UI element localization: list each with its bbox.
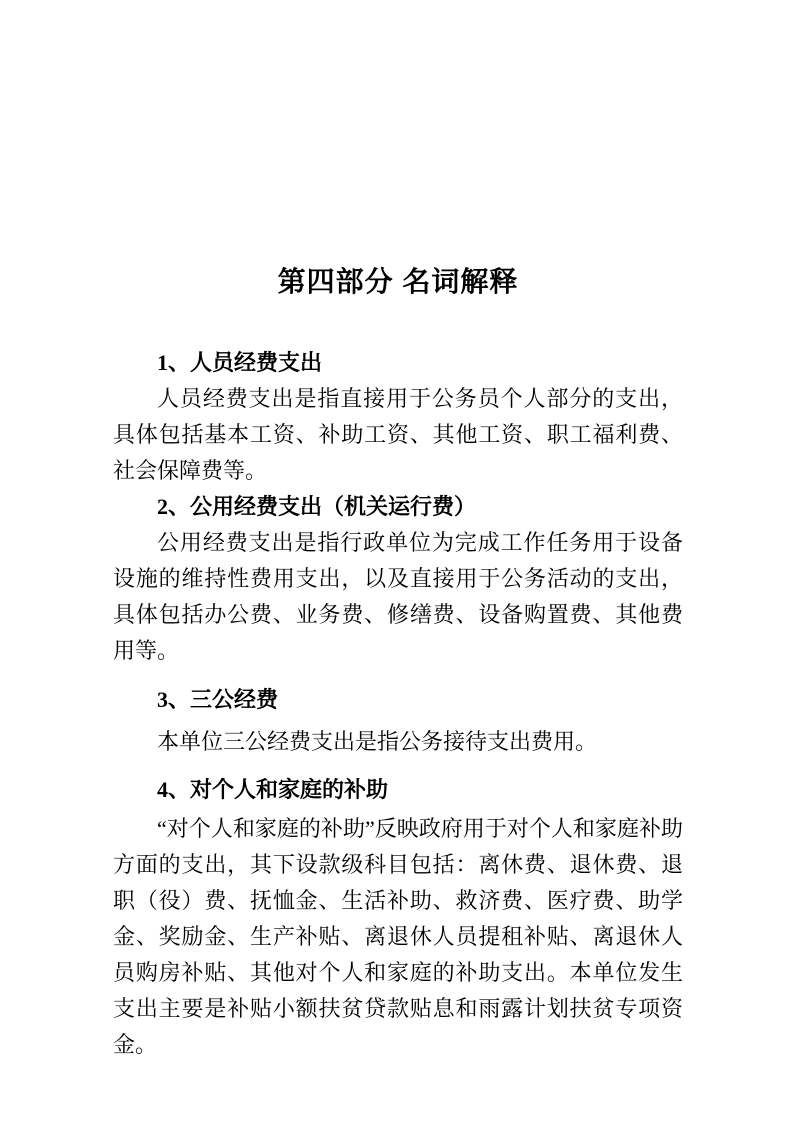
section-heading: 4、对个人和家庭的补助: [157, 777, 389, 802]
section-heading: 2、公用经费支出（机关运行费）: [157, 494, 477, 519]
section-4: [113, 772, 683, 1063]
section-heading: 3、三公经费: [157, 687, 279, 712]
section-2: [113, 489, 683, 669]
section-heading: 1、人员经费支出: [157, 350, 323, 375]
page-title: 第四部分 名词解释: [277, 266, 519, 297]
sections-container: [113, 345, 683, 1063]
section-paragraph: “对个人和家庭的补助”反映政府用于对个人和家庭补助方面的支出，其下设款级科目包括：离休费、退休费、退职（役）费、抚恤金、生活补助、救济费、医疗费、助学金、奖励金、生产补贴、离退休人员提租补贴、离退休人员购房补贴、其他对个人和家庭的补助支出。本单位发生支出主要是补贴小额扶贫贷款贴息和雨露计划扶贫专项资金。: [113, 816, 683, 1057]
section-paragraph: 本单位三公经费支出是指公务接待支出费用。: [157, 729, 598, 754]
section-paragraph: 公用经费支出是指行政单位为完成工作任务用于设备设施的维持性费用支出，以及直接用于公务活动的支出，具体包括办公费、业务费、修缮费、设备购置费、其他费用等。: [113, 530, 683, 663]
section-3: [113, 682, 683, 760]
section-1: [113, 345, 683, 489]
document-content: [113, 0, 683, 1063]
section-paragraph: 人员经费支出是指直接用于公务员个人部分的支出，具体包括基本工资、补助工资、其他工资、职工福利费、社会保障费等。: [113, 386, 683, 483]
